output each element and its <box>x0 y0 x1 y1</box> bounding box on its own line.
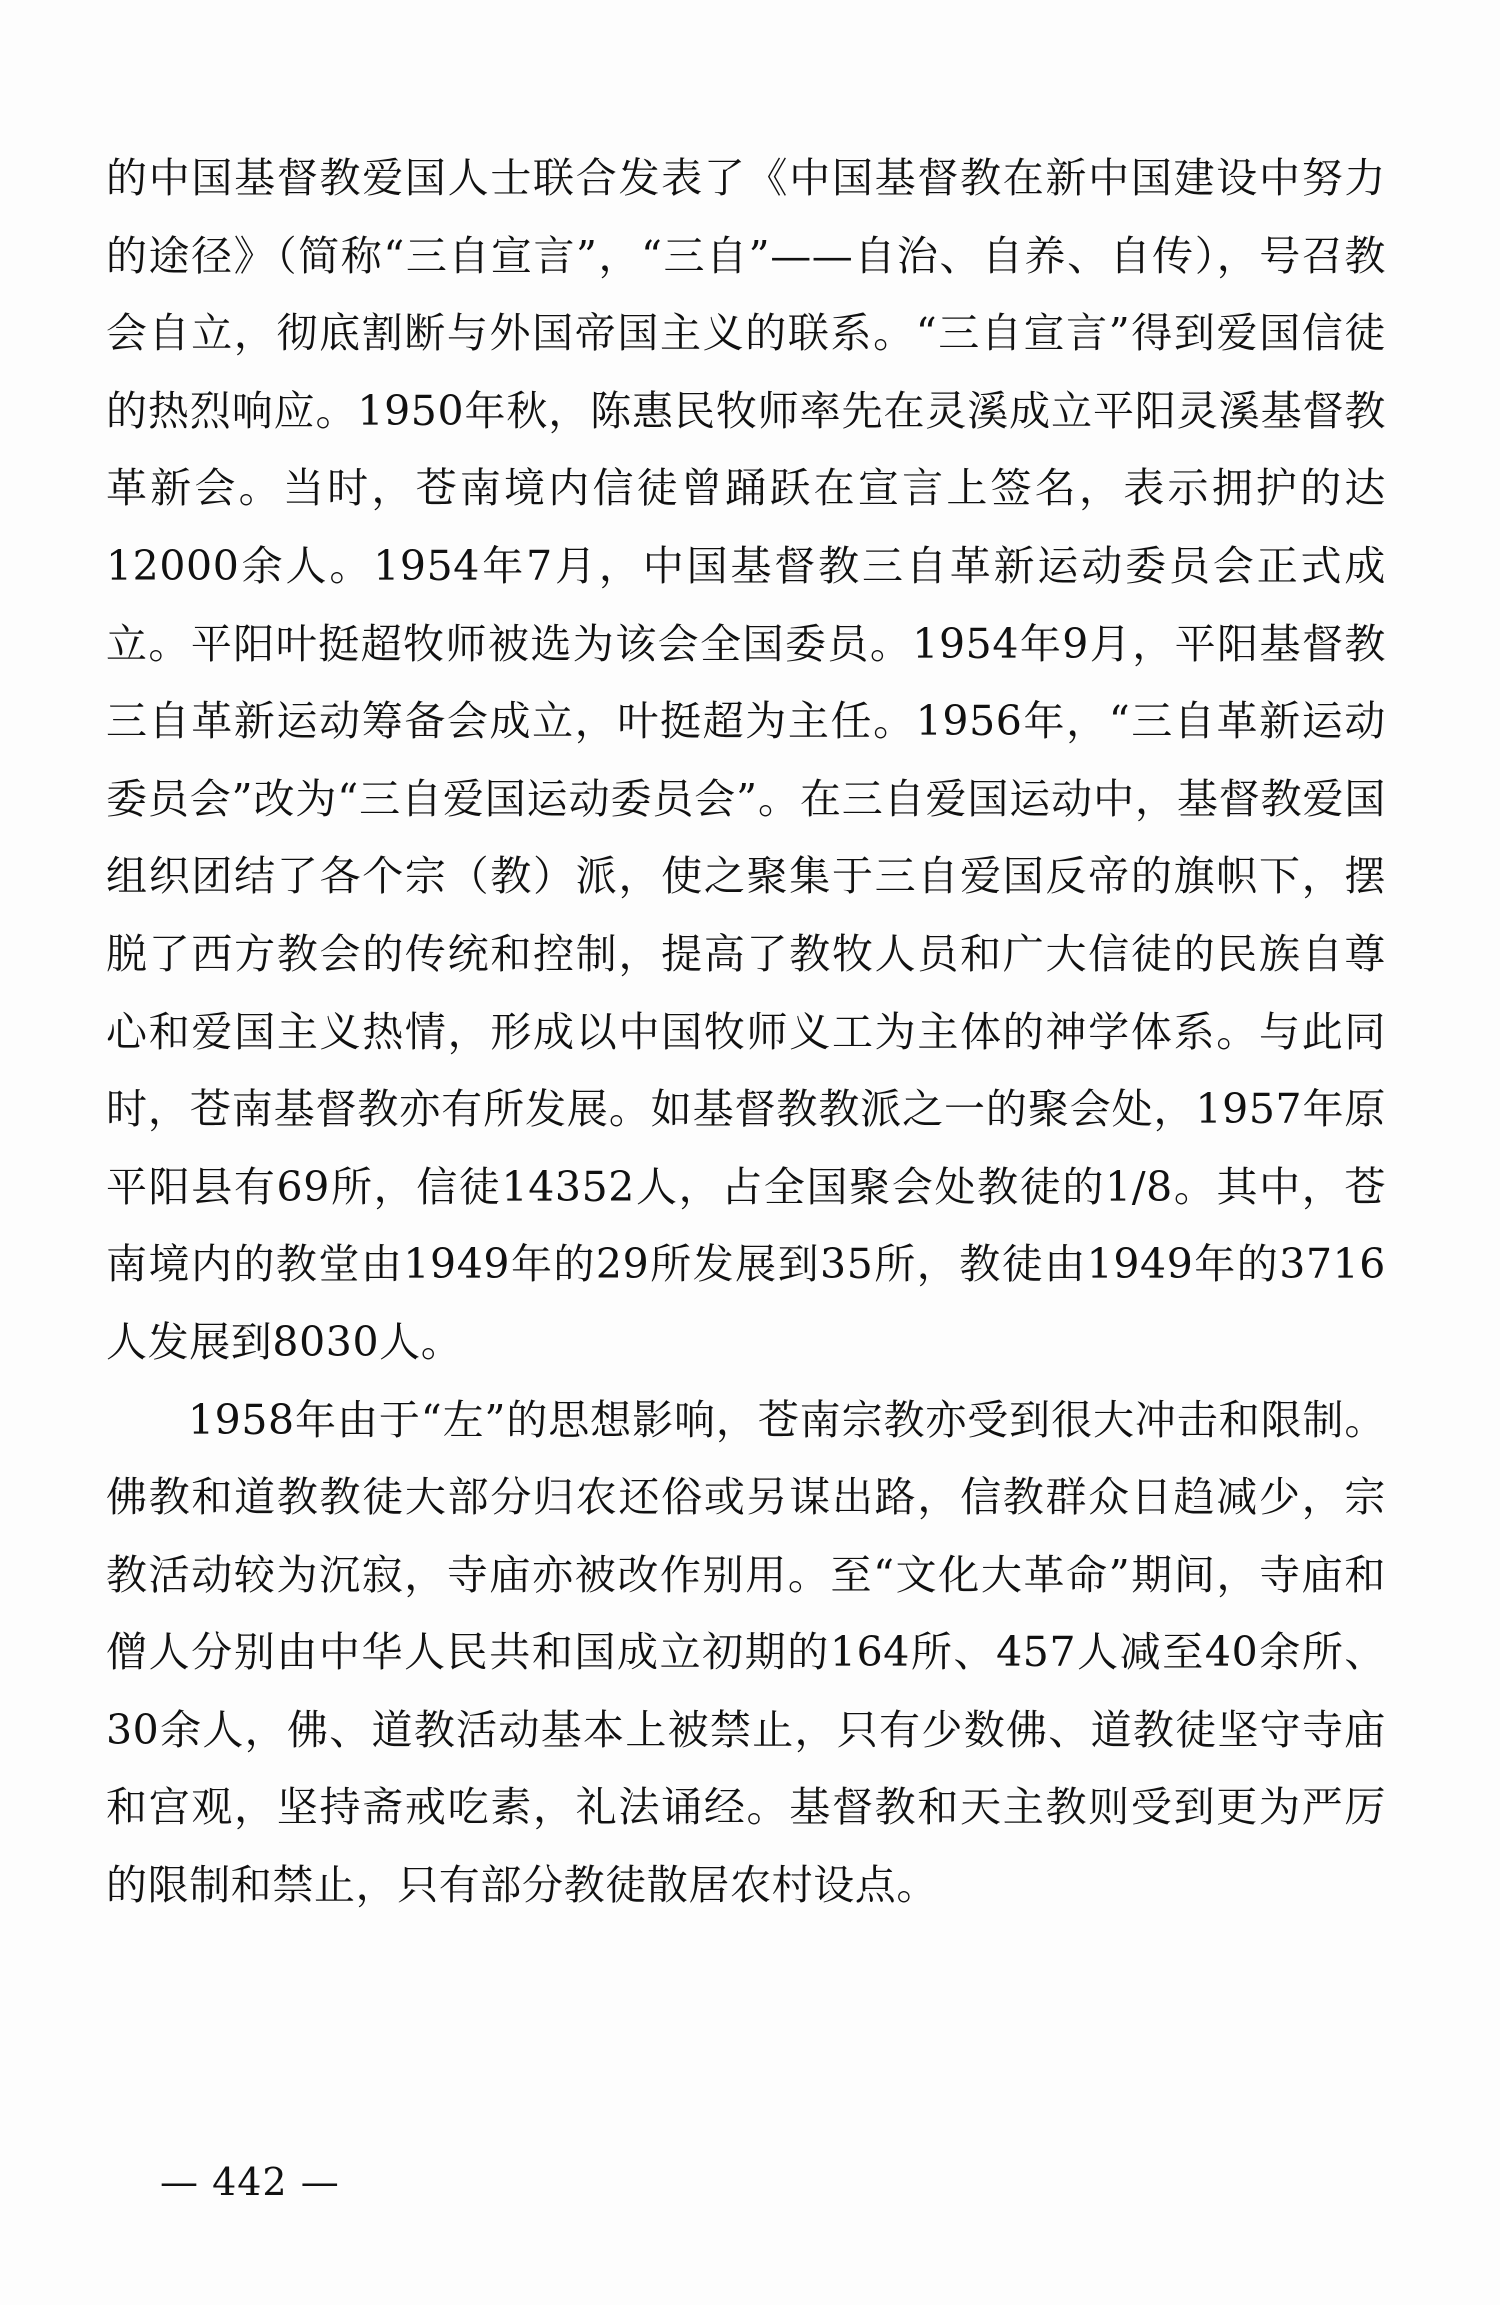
paragraph-continued: 的中国基督教爱国人士联合发表了《中国基督教在新中国建设中努力的途径》（简称“三自宣言”，“三自”——自治、自养、自传），号召教会自立，彻底割断与外国帝国主义的联系。“三自宣言”得到爱国信徒的热烈响应。1950年秋，陈惠民牧师率先在灵溪成立平阳灵溪基督教革新会。当时，苍南境内信徒曾踊跃在宣言上签名，表示拥护的达12000余人。1954年7月，中国基督教三自革新运动委员会正式成立。平阳叶挺超牧师被选为该会全国委员。1954年9月，平阳基督教三自革新运动筹备会成立，叶挺超为主任。1956年，“三自革新运动委员会”改为“三自爱国运动委员会”。在三自爱国运动中，基督教爱国组织团结了各个宗（教）派，使之聚集于三自爱国反帝的旗帜下，摆脱了西方教会的传统和控制，提高了教牧人员和广大信徒的民族自尊心和爱国主义热情，形成以中国牧师义工为主体的神学体系。与此同时，苍南基督教亦有所发展。如基督教教派之一的聚会处，1957年原平阳县有69所，信徒14352人，占全国聚会处教徒的1/8。其中，苍南境内的教堂由1949年的29所发展到35所，教徒由1949年的3716人发展到8030人。 <box>106 154 1386 1366</box>
paragraph-1958: 1958年由于“左”的思想影响，苍南宗教亦受到很大冲击和限制。佛教和道教教徒大部分归农还俗或另谋出路，信教群众日趋减少，宗教活动较为沉寂，寺庙亦被改作别用。至“文化大革命”期间，寺庙和僧人分别由中华人民共和国成立初期的164所、457人减至40余所、30余人，佛、道教活动基本上被禁止，只有少数佛、道教徒坚守寺庙和宫观，坚持斋戒吃素，礼法诵经。基督教和天主教则受到更为严厉的限制和禁止，只有部分教徒散居农村设点。 <box>106 1395 1386 1910</box>
text-body <box>106 140 1386 1925</box>
page-number: — 442 — <box>160 2160 340 2204</box>
